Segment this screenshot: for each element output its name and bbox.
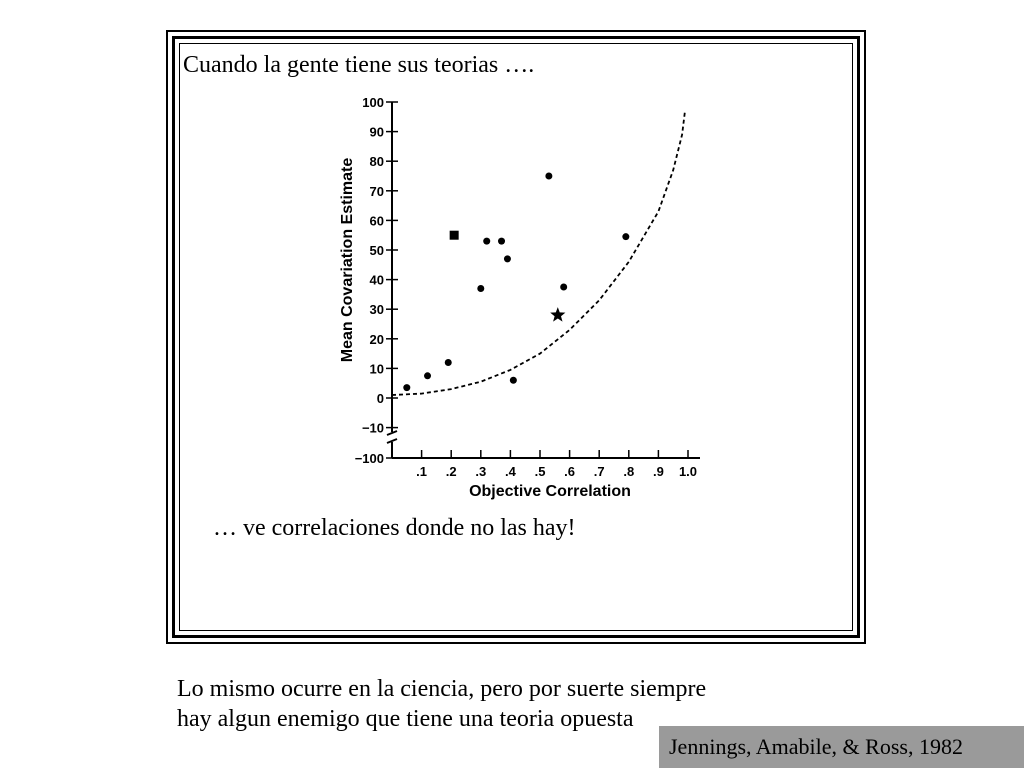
x-tick-label: 1.0 xyxy=(678,464,698,479)
x-tick-label: .4 xyxy=(504,464,516,479)
data-point xyxy=(504,255,511,262)
y-tick-label: 70 xyxy=(369,183,384,199)
footnote xyxy=(177,674,837,734)
y-tick-label: 80 xyxy=(369,154,384,170)
y-tick-label: 100 xyxy=(362,95,384,110)
top-caption: Cuando la gente tiene sus teorias …. xyxy=(183,52,535,78)
footnote-line-1: Lo mismo ocurre en la ciencia, pero por suerte siempre xyxy=(177,676,707,702)
x-tick-label: .8 xyxy=(623,464,635,479)
y-tick-label: −100 xyxy=(354,451,384,466)
y-tick-label: 50 xyxy=(369,243,384,258)
data-point xyxy=(510,377,517,384)
data-point-square xyxy=(450,231,459,240)
reference-curve xyxy=(392,111,685,395)
x-tick-label: .9 xyxy=(652,464,664,479)
x-tick-label: .2 xyxy=(445,464,457,479)
x-tick-label: .3 xyxy=(475,464,487,479)
data-point-star xyxy=(550,307,565,322)
y-tick-label: 0 xyxy=(376,391,384,406)
y-axis-label: Mean Covariation Estimate xyxy=(339,157,356,363)
x-tick-label: .6 xyxy=(564,464,576,479)
y-tick-label: 60 xyxy=(369,213,384,229)
y-tick-label: 90 xyxy=(369,124,384,140)
data-point xyxy=(477,285,484,292)
y-tick-label: −10 xyxy=(361,420,384,436)
footnote-line-2: hay algun enemigo que tiene una teoria opuesta xyxy=(177,706,634,732)
x-tick-label: .5 xyxy=(534,464,546,479)
citation-text: Jennings, Amabile, & Ross, 1982 xyxy=(669,734,963,759)
data-point xyxy=(498,238,505,245)
bottom-caption: … ve correlaciones donde no las hay! xyxy=(213,515,576,541)
y-tick-label: 10 xyxy=(369,361,384,377)
data-point xyxy=(424,372,431,379)
data-point xyxy=(560,284,567,291)
citation-box xyxy=(659,726,1024,768)
y-tick-label: 30 xyxy=(369,302,384,318)
data-point xyxy=(403,384,410,391)
data-point xyxy=(483,238,490,245)
y-tick-label: 40 xyxy=(369,272,384,288)
scatter-chart xyxy=(330,90,710,510)
data-point xyxy=(622,233,629,240)
axis-break-mark xyxy=(387,431,397,443)
x-tick-label: .1 xyxy=(416,464,428,479)
data-point xyxy=(545,173,552,180)
y-tick-label: 20 xyxy=(369,331,384,347)
x-axis-label: Objective Correlation xyxy=(469,483,631,500)
data-point xyxy=(445,359,452,366)
x-tick-label: .7 xyxy=(593,464,605,479)
